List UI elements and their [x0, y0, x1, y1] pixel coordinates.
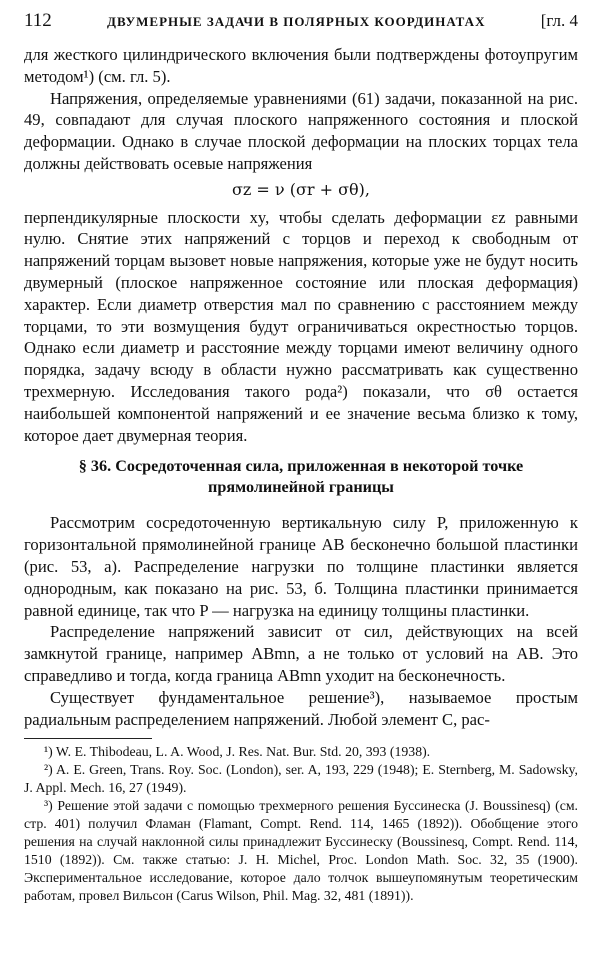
paragraph-1: для жесткого цилиндрического включения были подтверждены фотоупругим методом¹) (см. гл. 5).	[24, 45, 578, 86]
chapter-marker: [гл. 4	[540, 11, 578, 30]
paragraph-5: Распределение напряжений зависит от сил, действующих на всей замкнутой границе, например ABmn, а не только от условий на AB. Это справедливо и тогда, когда граница ABmn уходит на бесконечность.	[24, 622, 578, 685]
page-number: 112	[24, 10, 52, 31]
running-header	[24, 10, 578, 38]
section-heading-line-1: § 36. Сосредоточенная сила, приложенная в некоторой точке	[78, 457, 524, 476]
footnote-1: ¹) W. E. Thibodeau, L. A. Wood, J. Res. Nat. Bur. Std. 20, 393 (1938).	[44, 744, 431, 760]
footnotes	[24, 743, 578, 905]
running-title: ДВУМЕРНЫЕ ЗАДАЧИ В ПОЛЯРНЫХ КООРДИНАТАХ	[107, 14, 486, 29]
footnote-2: ²) A. E. Green, Trans. Roy. Soc. (London), ser. A, 193, 229 (1948); E. Sternberg, M. Sadowsky, J. Appl. Mech. 16, 27 (1949).	[24, 762, 578, 796]
paragraph-4: Рассмотрим сосредоточенную вертикальную силу P, приложенную к горизонтальной прямолинейной границе AB бесконечно большой пластинки (рис. 53, а). Распределение нагрузки по толщине пластинки является однородным, как показано на рис. 53, б. Толщина пластинки принимается равной единице, так что P — нагрузка на единицу толщины пластинки.	[24, 513, 578, 620]
section-heading	[24, 456, 578, 498]
section-heading-line-2: прямолинейной границы	[208, 478, 394, 497]
paragraph-2: Напряжения, определяемые уравнениями (61) задачи, показанной на рис. 49, совпадают для случая плоского напряженного состояния и плоской деформации. Однако в случае плоской деформации на плоских торцах тела должны действовать осевые напряжения	[24, 88, 578, 173]
main-text	[24, 44, 578, 730]
formula-axial-stress: σz = ν (σr + σθ),	[231, 179, 370, 199]
footnote-3: ³) Решение этой задачи с помощью трехмерного решения Буссинеска (J. Boussinesq) (см. стр. 401) получил Фламан (Flamant, Compt. Rend. 114, 1465 (1892)). Обобщение этого решения на случай наклонной силы принадлежит Буссинеску (Boussinesq, Compt. Rend. 114, 1510 (1892)). См. также статью: J. H. Michel, Proc. London Math. Soc. 32, 35 (1900). Экспериментальное исследование, которое дало толчок вышеупомянутым теоретическим работам, провел Вильсон (Carus Wilson, Phil. Mag. 32, 481 (1891)).	[24, 798, 578, 904]
footnote-divider	[24, 738, 152, 739]
paragraph-6: Существует фундаментальное решение³), называемое простым радиальным распределением напряжений. Любой элемент C, рас-	[24, 687, 578, 729]
paragraph-3: перпендикулярные плоскости xy, чтобы сделать деформации εz равными нулю. Снятие этих напряжений с торцов и переход к свободным от напряжений торцам вызовет новые напряжения, которые уже не будут носить двумерный (плоское напряженное состояние или плоская деформация) характер. Если диаметр отверстия мал по сравнению с расстоянием между торцами, то эти возмущения будут ограничиваться окрестностью торцов. Однако если диаметр и расстояние между торцами имеют величину одного порядка, задачу всюду в области нужно рассматривать как существенно трехмерную. Исследования такого рода²) показали, что σθ остается наибольшей компонентой напряжений и ее значение весьма близко к тому, которое дает двумерная теория.	[24, 207, 578, 445]
